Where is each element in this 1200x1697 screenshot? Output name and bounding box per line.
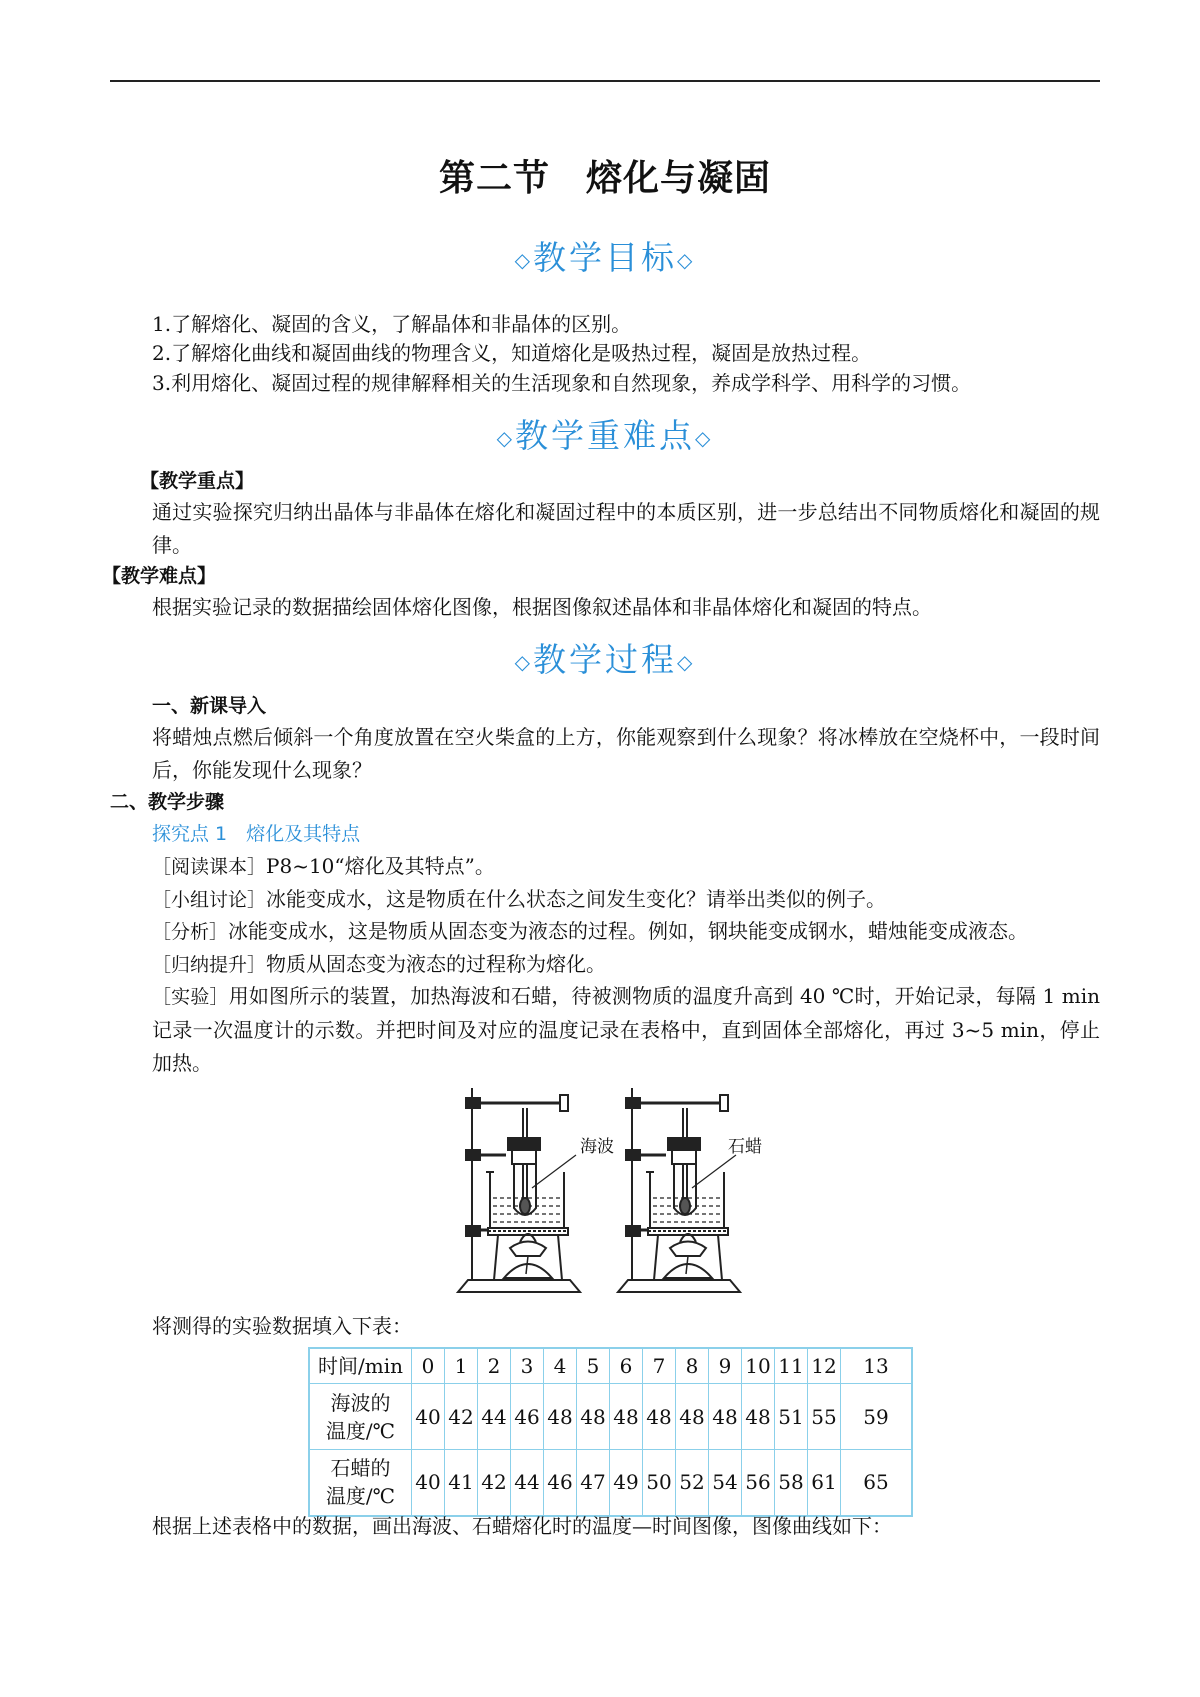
step-item: ［小组讨论］冰能变成水，这是物质在什么状态之间发生变化？请举出类似的例子。 (152, 887, 887, 911)
title-section-number: 第二节 (438, 157, 550, 199)
step-item: ［阅读课本］P8~10“熔化及其特点”。 (152, 854, 495, 878)
heating-apparatus-right-figure (608, 1080, 868, 1305)
table-cell: 48 (742, 1384, 775, 1450)
table-header-row (309, 1348, 912, 1384)
objective-item: 1.了解熔化、凝固的含义，了解晶体和非晶体的区别。 (152, 312, 632, 336)
table-cell: 11 (775, 1348, 808, 1384)
table-cell: 48 (643, 1384, 676, 1450)
table-header-cell: 时间/min (309, 1348, 412, 1384)
table-cell: 51 (775, 1384, 808, 1450)
table-row (309, 1450, 912, 1516)
closing-text: 根据上述表格中的数据，画出海波、石蜡熔化时的温度—时间图像，图像曲线如下： (152, 1514, 892, 1538)
explore-title: 探究点 1 熔化及其特点 (152, 823, 361, 845)
steps-heading: 二、教学步骤 (110, 791, 225, 813)
table-row-label: 石蜡的 温度/℃ (309, 1450, 412, 1516)
table-cell: 48 (610, 1384, 643, 1450)
section-process-heading: ◇教学过程◇ (514, 640, 696, 679)
table-cell: 48 (577, 1384, 610, 1450)
key-paragraph: 通过实验探究归纳出晶体与非晶体在熔化和凝固过程中的本质区别，进一步总结出不同物质熔化和凝固的规律。 (152, 500, 1100, 557)
difficult-heading: 【教学难点】 (102, 565, 217, 587)
title-topic: 熔化与凝固 (586, 157, 772, 199)
table-cell: 40 (412, 1384, 445, 1450)
table-cell: 49 (610, 1450, 643, 1516)
table-cell: 6 (610, 1348, 643, 1384)
diamond-icon: ◇ (677, 248, 696, 272)
table-cell: 54 (709, 1450, 742, 1516)
table-cell: 56 (742, 1450, 775, 1516)
table-cell: 42 (445, 1384, 478, 1450)
section-objectives-heading: ◇教学目标◇ (514, 238, 696, 277)
table-cell: 7 (643, 1348, 676, 1384)
experiment-paragraph: ［实验］用如图所示的装置，加热海波和石蜡，待被测物质的温度升高到 40 ℃时，开始记录，每隔 1 min 记录一次温度计的示数。并把时间及对应的温度记录在表格中，直到固体全部熔化，再过 3~5 min，停止加热。 (152, 984, 1100, 1075)
table-cell: 50 (643, 1450, 676, 1516)
table-cell: 41 (445, 1450, 478, 1516)
table-cell: 55 (808, 1384, 841, 1450)
table-cell: 0 (412, 1348, 445, 1384)
step-item: ［归纳提升］物质从固态变为液态的过程称为熔化。 (152, 952, 607, 976)
table-row-label: 海波的 温度/℃ (309, 1384, 412, 1450)
table-cell: 4 (544, 1348, 577, 1384)
table-cell: 1 (445, 1348, 478, 1384)
table-cell: 47 (577, 1450, 610, 1516)
intro-heading: 一、新课导入 (152, 695, 267, 717)
table-cell: 3 (511, 1348, 544, 1384)
table-cell: 48 (544, 1384, 577, 1450)
diamond-icon: ◇ (514, 248, 533, 272)
table-cell: 65 (841, 1450, 913, 1516)
table-cell: 12 (808, 1348, 841, 1384)
section-keypoints-heading: ◇教学重难点◇ (496, 416, 714, 455)
table-row (309, 1384, 912, 1450)
table-cell: 42 (478, 1450, 511, 1516)
table-cell: 44 (478, 1384, 511, 1450)
table-cell: 46 (544, 1450, 577, 1516)
diamond-icon: ◇ (496, 426, 515, 450)
table-cell: 9 (709, 1348, 742, 1384)
intro-paragraph: 将蜡烛点燃后倾斜一个角度放置在空火柴盒的上方，你能观察到什么现象？将冰棒放在空烧杯中，一段时间后，你能发现什么现象？ (152, 725, 1100, 782)
step-item: ［分析］冰能变成水，这是物质从固态变为液态的过程。例如，钢块能变成钢水，蜡烛能变成液态。 (152, 919, 1029, 943)
table-cell: 52 (676, 1450, 709, 1516)
table-cell: 5 (577, 1348, 610, 1384)
objective-item: 3.利用熔化、凝固过程的规律解释相关的生活现象和自然现象，养成学科学、用科学的习惯。 (152, 371, 972, 395)
table-cell: 2 (478, 1348, 511, 1384)
table-cell: 58 (775, 1450, 808, 1516)
diamond-icon: ◇ (677, 650, 696, 674)
difficult-paragraph: 根据实验记录的数据描绘固体熔化图像，根据图像叙述晶体和非晶体熔化和凝固的特点。 (152, 595, 932, 619)
table-cell: 46 (511, 1384, 544, 1450)
table-cell: 48 (709, 1384, 742, 1450)
table-cell: 61 (808, 1450, 841, 1516)
table-cell: 40 (412, 1450, 445, 1516)
key-heading: 【教学重点】 (140, 470, 255, 492)
table-cell: 59 (841, 1384, 913, 1450)
page-title (110, 150, 1100, 201)
table-cell: 10 (742, 1348, 775, 1384)
table-cell: 8 (676, 1348, 709, 1384)
table-cell: 13 (841, 1348, 913, 1384)
diamond-icon: ◇ (514, 650, 533, 674)
objective-item: 2.了解熔化曲线和凝固曲线的物理含义，知道熔化是吸热过程，凝固是放热过程。 (152, 341, 872, 365)
data-table (308, 1347, 913, 1517)
table-intro: 将测得的实验数据填入下表： (152, 1314, 412, 1338)
table-cell: 48 (676, 1384, 709, 1450)
header-rule (110, 80, 1100, 82)
diamond-icon: ◇ (695, 426, 714, 450)
figure-label-left: 海波 (580, 1137, 614, 1157)
figure-label-right: 石蜡 (728, 1137, 762, 1157)
table-cell: 44 (511, 1450, 544, 1516)
